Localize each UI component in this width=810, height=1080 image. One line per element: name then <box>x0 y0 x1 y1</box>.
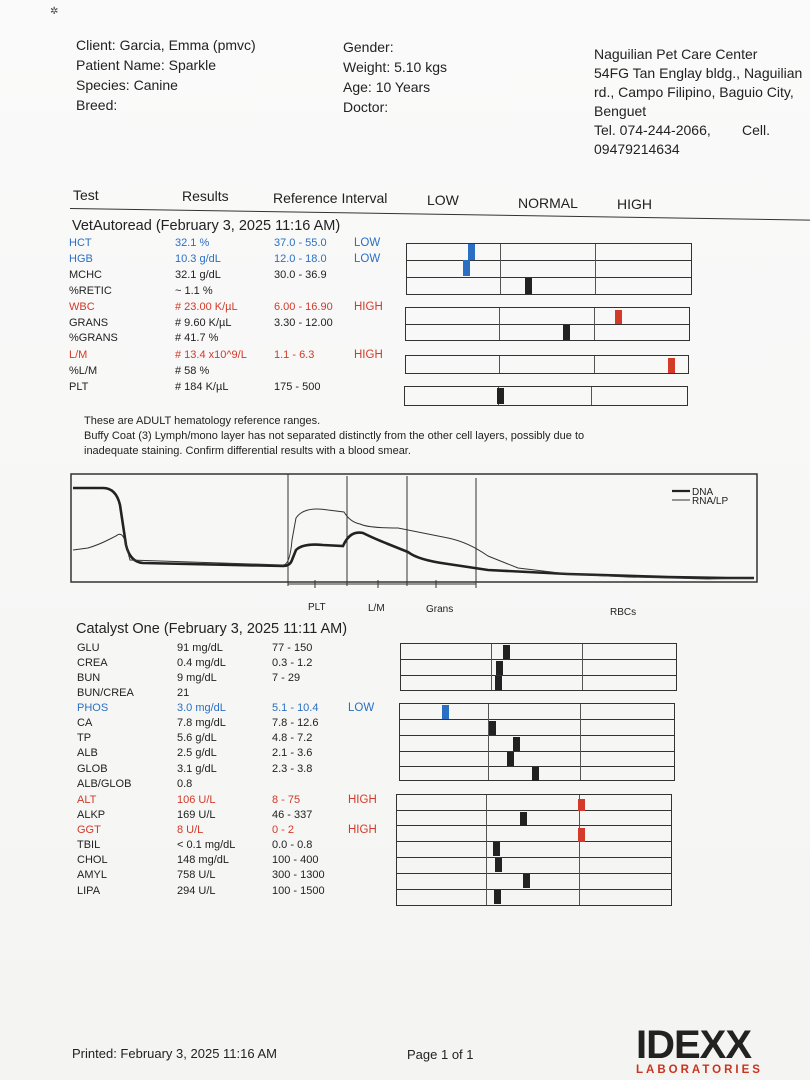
range-box-red-cells <box>406 243 692 295</box>
cat-row <box>0 884 400 899</box>
vet-result: # 13.4 x10^9/L <box>175 349 247 361</box>
cat-result: 0.8 <box>177 778 193 790</box>
printed-date: Printed: February 3, 2025 11:16 AM <box>72 1046 277 1061</box>
vet-result: # 58 % <box>175 365 210 377</box>
cat-ref: 4.8 - 7.2 <box>272 732 313 744</box>
cat-test: ALB <box>77 747 98 759</box>
rna-curve <box>73 509 754 579</box>
wbc-marker <box>615 310 622 324</box>
age: Age: 10 Years <box>343 79 431 95</box>
cell-label: Cell. <box>742 122 771 138</box>
range-box-liver <box>396 794 672 906</box>
cat-ref: 77 - 150 <box>272 642 313 654</box>
vet-ref: 6.00 - 16.90 <box>274 301 333 313</box>
cat-test: ALT <box>77 794 97 806</box>
clinic-line: 09479214634 <box>594 141 680 157</box>
col-results: Results <box>182 188 229 204</box>
amyl-marker <box>523 874 530 888</box>
cat-result: 106 U/L <box>177 794 216 806</box>
range-box-wbc <box>405 307 690 341</box>
notes <box>84 414 644 459</box>
cat-result: 758 U/L <box>177 869 216 881</box>
vet-flag: HIGH <box>354 301 383 313</box>
patient-name: Patient Name: Sparkle <box>76 57 217 73</box>
cat-result: 5.6 g/dL <box>177 732 217 744</box>
alb-marker <box>507 752 514 766</box>
cat-row <box>0 762 400 777</box>
vet-row <box>0 331 400 346</box>
vet-ref: 175 - 500 <box>274 381 321 393</box>
cat-result: 3.0 mg/dL <box>177 702 226 714</box>
col-high: HIGH <box>617 196 652 212</box>
cat-result: 169 U/L <box>177 809 216 821</box>
cat-ref: 2.1 - 3.6 <box>272 747 313 759</box>
vet-row <box>0 300 400 315</box>
patient-details <box>343 37 447 117</box>
cat-ref: 0.3 - 1.2 <box>272 657 313 669</box>
vet-test: %L/M <box>69 365 98 377</box>
clinic-line: rd., Campo Filipino, Baguio City, <box>594 84 794 100</box>
cat-row <box>0 731 400 746</box>
cat-ref: 46 - 337 <box>272 809 313 821</box>
cat-row <box>0 808 400 823</box>
cat-result: 0.4 mg/dL <box>177 657 226 669</box>
cat-row <box>0 641 400 656</box>
vet-test: PLT <box>69 381 89 393</box>
vet-ref: 1.1 - 6.3 <box>274 349 315 361</box>
dna-curve <box>73 488 754 578</box>
col-test: Test <box>73 187 99 203</box>
buffy-coat-graph <box>68 470 768 620</box>
vet-result: 32.1 % <box>175 237 210 249</box>
cat-ref: 7.8 - 12.6 <box>272 717 319 729</box>
range-box-lm <box>405 355 689 374</box>
cat-test: GLOB <box>77 763 108 775</box>
cat-test: BUN <box>77 672 101 684</box>
cat-result: 9 mg/dL <box>177 672 217 684</box>
breed: Breed: <box>76 97 118 113</box>
chol-marker <box>495 858 502 872</box>
vet-ref: 3.30 - 12.00 <box>274 317 333 329</box>
ca-marker <box>489 721 496 735</box>
weight: Weight: 5.10 kgs <box>343 59 448 75</box>
patient-info <box>76 35 256 115</box>
vet-result: ~ 1.1 % <box>175 285 213 297</box>
cat-test: GGT <box>77 824 101 836</box>
cat-result: 148 mg/dL <box>177 854 229 866</box>
hct-marker <box>468 244 475 260</box>
col-normal: NORMAL <box>518 195 578 211</box>
lipa-marker <box>494 890 501 904</box>
vet-row <box>0 236 400 251</box>
cat-result: 91 mg/dL <box>177 642 223 654</box>
cat-result: 3.1 g/dL <box>177 763 217 775</box>
tp-marker <box>513 737 520 751</box>
vet-ref: 30.0 - 36.9 <box>274 269 327 281</box>
page-number: Page 1 of 1 <box>407 1047 474 1062</box>
cat-row <box>0 656 400 671</box>
note-line: Buffy Coat (3) Lymph/mono layer has not separated distinctly from the other cell layers, possibly due to <box>84 430 585 442</box>
vet-ref: 12.0 - 18.0 <box>274 253 327 265</box>
cat-row <box>0 853 400 868</box>
note-line: These are ADULT hematology reference ranges. <box>84 415 321 427</box>
cat-ref: 7 - 29 <box>272 672 301 684</box>
plt-marker <box>497 388 504 404</box>
client-name: Client: Garcia, Emma (pmvc) <box>76 37 256 53</box>
clinic-line: Benguet <box>594 103 647 119</box>
alkp-marker <box>520 812 527 826</box>
cat-test: CA <box>77 717 93 729</box>
vet-test: HGB <box>69 253 93 265</box>
cat-ref: 5.1 - 10.4 <box>272 702 319 714</box>
cat-result: 8 U/L <box>177 824 204 836</box>
vet-test: HCT <box>69 237 92 249</box>
vet-row <box>0 252 400 267</box>
grans-marker <box>563 325 570 340</box>
graph-frame <box>71 474 757 582</box>
bun-marker <box>495 676 502 690</box>
cat-test: AMYL <box>77 869 107 881</box>
cat-flag: LOW <box>348 702 375 714</box>
hgb-marker <box>463 260 470 276</box>
cat-ref: 300 - 1300 <box>272 869 325 881</box>
cat-row <box>0 868 400 883</box>
vet-result: # 41.7 % <box>175 332 219 344</box>
cat-row <box>0 838 400 853</box>
cat-row <box>0 686 400 701</box>
vet-test: %RETIC <box>69 285 112 297</box>
clinic-line: Naguilian Pet Care Center <box>594 46 758 62</box>
cat-ref: 100 - 400 <box>272 854 319 866</box>
cat-row <box>0 793 400 808</box>
graph-label-grans: Grans <box>426 604 454 615</box>
graph-label-rbcs: RBCs <box>610 607 637 618</box>
legend-rna: RNA/LP <box>692 496 729 507</box>
glu-marker <box>503 645 510 659</box>
mchc-marker <box>525 278 532 294</box>
cat-ref: 0.0 - 0.8 <box>272 839 313 851</box>
cat-row <box>0 716 400 731</box>
vet-test: GRANS <box>69 317 109 329</box>
cat-row <box>0 671 400 686</box>
doctor: Doctor: <box>343 99 389 115</box>
logo-sub: LABORATORIES <box>636 1064 763 1076</box>
cat-result: 294 U/L <box>177 885 216 897</box>
idexx-logo <box>636 1023 786 1078</box>
gender: Gender: <box>343 39 394 55</box>
vet-row <box>0 364 400 379</box>
vet-flag: HIGH <box>354 349 383 361</box>
cat-result: 21 <box>177 687 190 699</box>
lm-marker <box>668 358 675 373</box>
vet-result: 32.1 g/dL <box>175 269 221 281</box>
vetautoread-title: VetAutoread (February 3, 2025 11:16 AM) <box>72 218 341 234</box>
note-line: inadequate staining. Confirm differential results with a blood smear. <box>84 445 411 457</box>
crea-marker <box>496 661 503 675</box>
cat-test: PHOS <box>77 702 109 714</box>
cat-test: TP <box>77 732 92 744</box>
cat-ref: 100 - 1500 <box>272 885 325 897</box>
col-low: LOW <box>427 192 459 208</box>
vet-ref: 37.0 - 55.0 <box>274 237 327 249</box>
cat-test: BUN/CREA <box>77 687 134 699</box>
cat-test: ALKP <box>77 809 106 821</box>
cat-flag: HIGH <box>348 794 377 806</box>
cat-test: LIPA <box>77 885 101 897</box>
range-box-plt <box>404 386 688 406</box>
vet-result: 10.3 g/dL <box>175 253 221 265</box>
cat-test: CREA <box>77 657 108 669</box>
vet-test: %GRANS <box>69 332 118 344</box>
vet-row <box>0 284 400 299</box>
cat-result: 7.8 mg/dL <box>177 717 226 729</box>
cat-ref: 8 - 75 <box>272 794 301 806</box>
clinic-line: 54FG Tan Englay bldg., Naguilian <box>594 65 803 81</box>
cat-row <box>0 823 400 838</box>
corner-mark: ✲ <box>50 6 59 17</box>
vet-result: # 9.60 K/µL <box>175 317 232 329</box>
cat-test: ALB/GLOB <box>77 778 132 790</box>
catalyst-title: Catalyst One (February 3, 2025 11:11 AM) <box>76 621 348 637</box>
cat-result: 2.5 g/dL <box>177 747 217 759</box>
range-box-protein <box>399 703 675 781</box>
range-box-renal <box>400 643 677 691</box>
cat-row <box>0 746 400 761</box>
cat-test: CHOL <box>77 854 108 866</box>
vet-test: L/M <box>69 349 88 361</box>
col-reference: Reference Interval <box>273 190 388 206</box>
logo-name: IDEXX <box>636 1023 752 1067</box>
graph-label-plt: PLT <box>308 602 326 613</box>
ggt-marker <box>578 828 585 842</box>
vet-row <box>0 268 400 283</box>
vet-row <box>0 316 400 331</box>
cat-ref: 2.3 - 3.8 <box>272 763 313 775</box>
cat-row <box>0 777 400 792</box>
phos-marker <box>442 705 449 719</box>
glob-marker <box>532 767 539 781</box>
vet-row <box>0 348 400 363</box>
cat-flag: HIGH <box>348 824 377 836</box>
cat-result: < 0.1 mg/dL <box>177 839 236 851</box>
vet-row <box>0 380 400 395</box>
cat-test: GLU <box>77 642 100 654</box>
tbil-marker <box>493 842 500 856</box>
graph-label-lm: L/M <box>368 603 385 614</box>
cat-test: TBIL <box>77 839 101 851</box>
legend-dna: DNA <box>692 487 714 498</box>
vet-flag: LOW <box>354 253 381 265</box>
clinic-tel-row <box>594 121 810 140</box>
vet-result: # 23.00 K/µL <box>175 301 238 313</box>
vet-test: WBC <box>69 301 95 313</box>
species: Species: Canine <box>76 77 178 93</box>
clinic-line: Tel. 074-244-2066, <box>594 122 711 138</box>
vet-result: # 184 K/µL <box>175 381 229 393</box>
alt-marker <box>578 799 585 811</box>
vet-flag: LOW <box>354 237 381 249</box>
clinic-info <box>594 45 810 159</box>
vet-test: MCHC <box>69 269 102 281</box>
cat-ref: 0 - 2 <box>272 824 295 836</box>
cat-row <box>0 701 400 716</box>
